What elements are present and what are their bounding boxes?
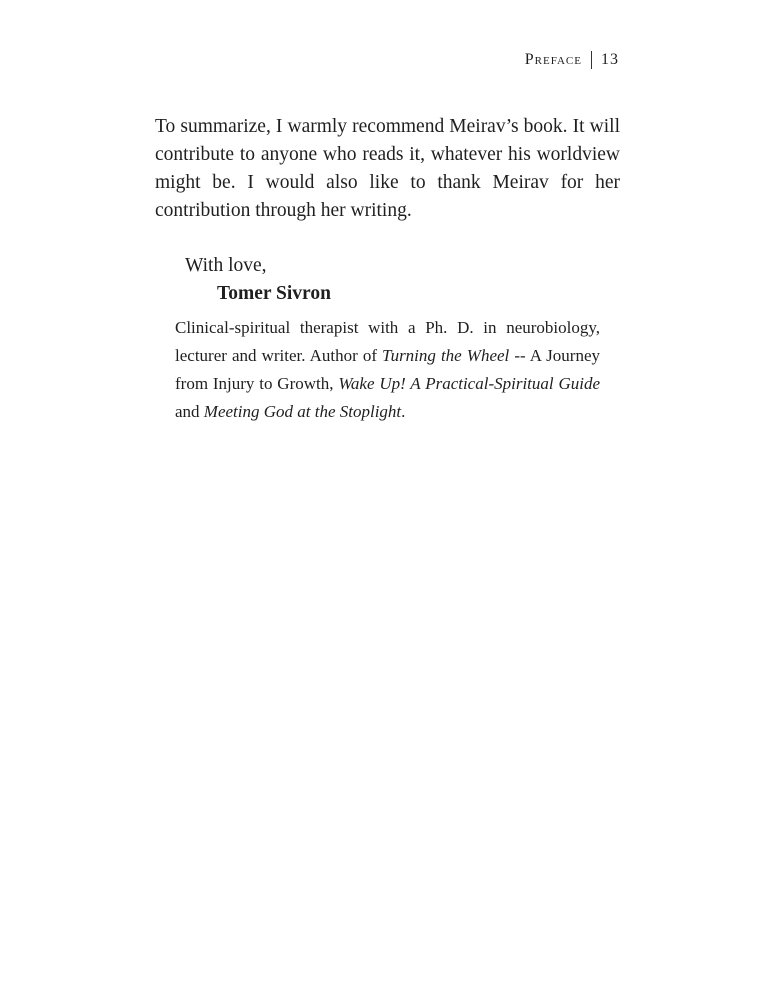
bio-text: and: [175, 402, 204, 421]
bio-text: .: [401, 402, 406, 421]
author-signature: Tomer Sivron: [217, 283, 331, 304]
book-title: Turning the Wheel: [382, 346, 510, 365]
book-title: Meeting God at the Stoplight: [203, 402, 402, 421]
closing-salutation: With love,: [185, 255, 267, 276]
book-title: Wake Up! A Practical-Spiritual Guide: [338, 374, 600, 393]
page-number: 13: [601, 51, 619, 68]
section-title: Preface: [524, 51, 582, 68]
bio-text: -- A Journey from Injury to Growth,: [175, 346, 600, 393]
header-divider: [591, 51, 592, 69]
bio-text: Clinical-spiritual therapist with a Ph. D. in neurobiology, lecturer and writer. Author of: [175, 318, 600, 365]
body-paragraph: To summarize, I warmly recommend Meirav’s book. It will contribute to anyone who reads it, whatever his worldview might be. I would also like to thank Meirav for her contribution through her writing.: [155, 116, 620, 221]
running-header: [525, 50, 619, 70]
author-bio: [175, 314, 600, 426]
